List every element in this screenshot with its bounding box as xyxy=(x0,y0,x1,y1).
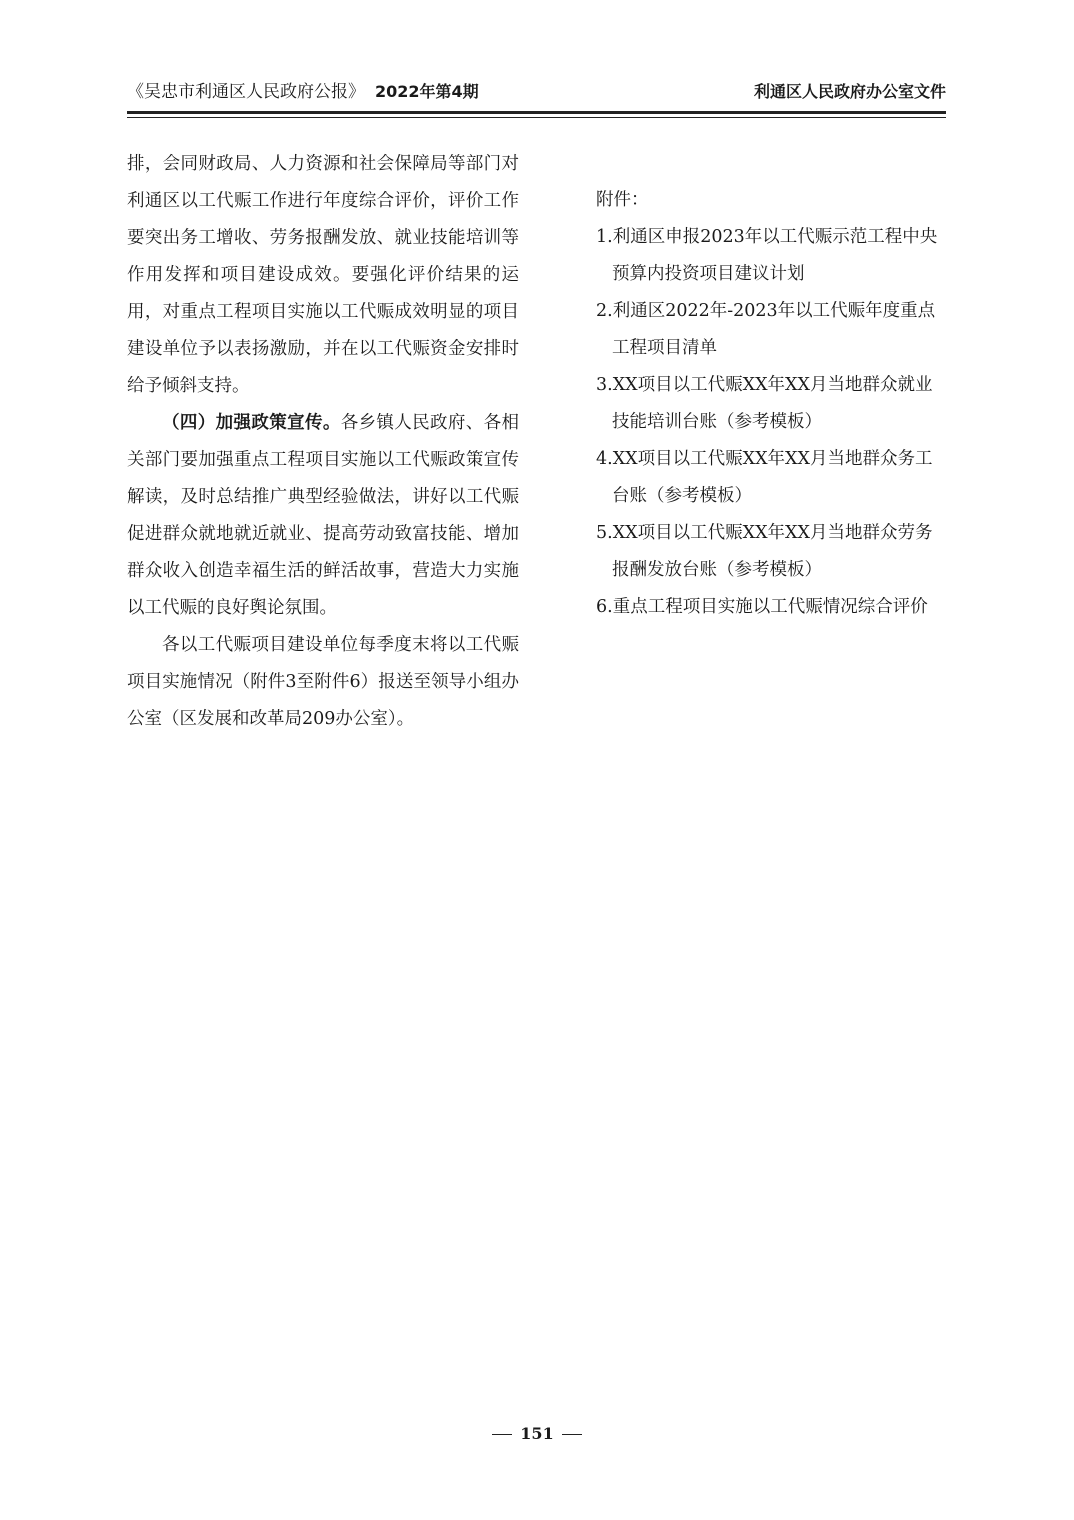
page-footer xyxy=(0,1422,1074,1446)
header-rule-thin xyxy=(127,117,946,118)
attachments-list xyxy=(596,219,948,626)
attachment-item: 5.XX项目以工代赈XX年XX月当地群众劳务报酬发放台账（参考模板） xyxy=(596,523,933,580)
attachment-item: 2.利通区2022年-2023年以工代赈年度重点工程项目清单 xyxy=(596,301,936,358)
attachment-item: 3.XX项目以工代赈XX年XX月当地群众就业技能培训台账（参考模板） xyxy=(596,375,933,432)
attachment-item: 1.利通区申报2023年以工代赈示范工程中央预算内投资项目建议计划 xyxy=(596,227,938,284)
left-column xyxy=(127,146,519,738)
attachments-column xyxy=(596,182,948,626)
paragraph-body: 各乡镇人民政府、各相关部门要加强重点工程项目实施以工代赈政策宣传解读，及时总结推广典型经验做法，讲好以工代赈促进群众就地就近就业、提高劳动致富技能、增加群众收入创造幸福生活的鲜活故事，营造大力实施以工代赈的良好舆论氛围。 xyxy=(127,413,520,618)
issue-number: 2022年第4期 xyxy=(375,82,479,101)
body-paragraph: 排，会同财政局、人力资源和社会保障局等部门对利通区以工代赈工作进行年度综合评价，评价工作要突出务工增收、劳务报酬发放、就业技能培训等作用发挥和项目建设成效。要强化评价结果的运用，对重点工程项目实施以工代赈成效明显的项目建设单位予以表扬激励，并在以工代赈资金安排时给予倾斜支持。 xyxy=(127,154,519,396)
header-publication-line xyxy=(127,78,479,106)
reporting-paragraph: 各以工代赈项目建设单位每季度末将以工代赈项目实施情况（附件3至附件6）报送至领导小组办公室（区发展和改革局209办公室）。 xyxy=(127,635,519,729)
attachment-item: 4.XX项目以工代赈XX年XX月当地群众务工台账（参考模板） xyxy=(596,449,933,506)
attachments-title: 附件： xyxy=(596,190,649,210)
publication-title: 《吴忠市利通区人民政府公报》 xyxy=(127,82,365,102)
footer-dash-right xyxy=(562,1434,582,1435)
section-title: 利通区人民政府办公室文件 xyxy=(753,82,946,101)
page-number: 151 xyxy=(520,1424,554,1443)
section-heading: （四）加强政策宣传。 xyxy=(162,413,341,433)
footer-dash-left xyxy=(492,1434,512,1435)
attachment-item: 6.重点工程项目实施以工代赈情况综合评价 xyxy=(596,597,928,617)
policy-paragraph xyxy=(127,405,519,627)
header-rule-thick xyxy=(127,111,946,114)
page-header xyxy=(127,78,946,106)
